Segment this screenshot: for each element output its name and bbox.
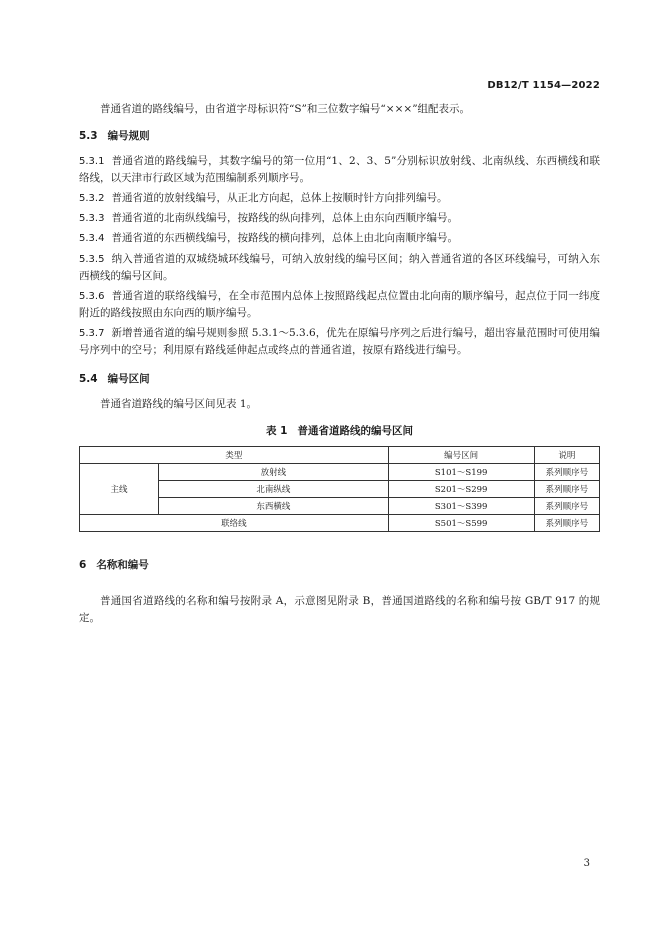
- section-5-4-text: 普通省道路线的编号区间见表 1。: [100, 398, 258, 410]
- range-cell: S101～S199: [388, 464, 534, 481]
- section-5-4-heading: [79, 371, 150, 386]
- clause-text: 纳入普通省道的双城绕城环线编号，可纳入放射线的编号区间；纳入普通省道的各区环线编号，可纳入东西横线的编号区间。: [79, 253, 600, 282]
- clause-number: 5.3.7: [79, 328, 105, 339]
- header-type: 类型: [80, 447, 389, 464]
- numbering-range-table: [79, 446, 600, 532]
- table-header-row: [80, 447, 600, 464]
- main-line-cell: 主线: [80, 464, 159, 515]
- clause-text: 普通省道的联络线编号，在全市范围内总体上按照路线起点位置由北向南的顺序编号，起点位于同一纬度附近的路线按照由东向西的顺序编号。: [79, 290, 600, 319]
- link-line-cell: 联络线: [80, 515, 389, 532]
- clause-text: 普通省道的东西横线编号，按路线的横向排列，总体上由北向南顺序编号。: [111, 232, 458, 244]
- section-number: 5.3: [79, 130, 98, 142]
- section-number: 6: [79, 559, 87, 571]
- clause-number: 5.3.5: [79, 254, 105, 265]
- table-caption: [79, 423, 600, 438]
- intro-paragraph: 普通省道的路线编号，由省道字母标识符“S”和三位数字编号“×××”组配表示。: [100, 103, 471, 115]
- note-cell: 系列顺序号: [534, 498, 599, 515]
- sub-type-cell: 东西横线: [159, 498, 389, 515]
- clause-5-3-3: [79, 210, 600, 227]
- page-number: 3: [583, 858, 590, 869]
- clause-5-3-1: [79, 153, 600, 187]
- sub-type-cell: 北南纵线: [159, 481, 389, 498]
- clause-text: 普通省道的放射线编号，从正北方向起，总体上按顺时针方向排列编号。: [111, 192, 448, 204]
- clause-5-3-5: [79, 251, 600, 285]
- note-cell: 系列顺序号: [534, 464, 599, 481]
- section-title: 编号区间: [107, 373, 150, 385]
- section-number: 5.4: [79, 373, 98, 385]
- section-title: 名称和编号: [96, 559, 149, 571]
- table-number: 表 1: [266, 425, 288, 437]
- section-title: 编号规则: [107, 130, 150, 142]
- section-6-heading: [79, 557, 149, 572]
- clause-number: 5.3.3: [79, 213, 105, 224]
- clause-text: 新增普通省道的编号规则参照 5.3.1～5.3.6，优先在原编号序列之后进行编号，超出容量范围时可使用编号序列中的空号；利用原有路线延伸起点或终点的普通省道，按原有路线进行编号。: [79, 327, 600, 356]
- section-5-3-heading: [79, 128, 150, 143]
- range-cell: S301～S399: [388, 498, 534, 515]
- table-row: [80, 464, 600, 481]
- clause-number: 5.3.4: [79, 233, 105, 244]
- clause-number: 5.3.6: [79, 291, 105, 302]
- section-6-text: 普通国省道路线的名称和编号按附录 A，示意图见附录 B，普通国道路线的名称和编号按 GB/T 917 的规定。: [79, 595, 600, 624]
- header-range: 编号区间: [388, 447, 534, 464]
- clause-text: 普通省道的路线编号，其数字编号的第一位用“1、2、3、5”分别标识放射线、北南纵线、东西横线和联络线，以天津市行政区域为范围编制系列顺序号。: [79, 155, 600, 184]
- clause-number: 5.3.1: [79, 156, 105, 167]
- table-row: [80, 515, 600, 532]
- table-title: 普通省道路线的编号区间: [297, 425, 413, 437]
- header-note: 说明: [534, 447, 599, 464]
- clause-number: 5.3.2: [79, 193, 105, 204]
- clause-5-3-4: [79, 230, 600, 247]
- range-cell: S501～S599: [388, 515, 534, 532]
- clause-5-3-7: [79, 325, 600, 359]
- document-code: DB12/T 1154—2022: [487, 80, 600, 91]
- clause-5-3-2: [79, 190, 600, 207]
- sub-type-cell: 放射线: [159, 464, 389, 481]
- note-cell: 系列顺序号: [534, 481, 599, 498]
- note-cell: 系列顺序号: [534, 515, 599, 532]
- clause-5-3-6: [79, 288, 600, 322]
- range-cell: S201～S299: [388, 481, 534, 498]
- clause-text: 普通省道的北南纵线编号，按路线的纵向排列，总体上由东向西顺序编号。: [111, 212, 458, 224]
